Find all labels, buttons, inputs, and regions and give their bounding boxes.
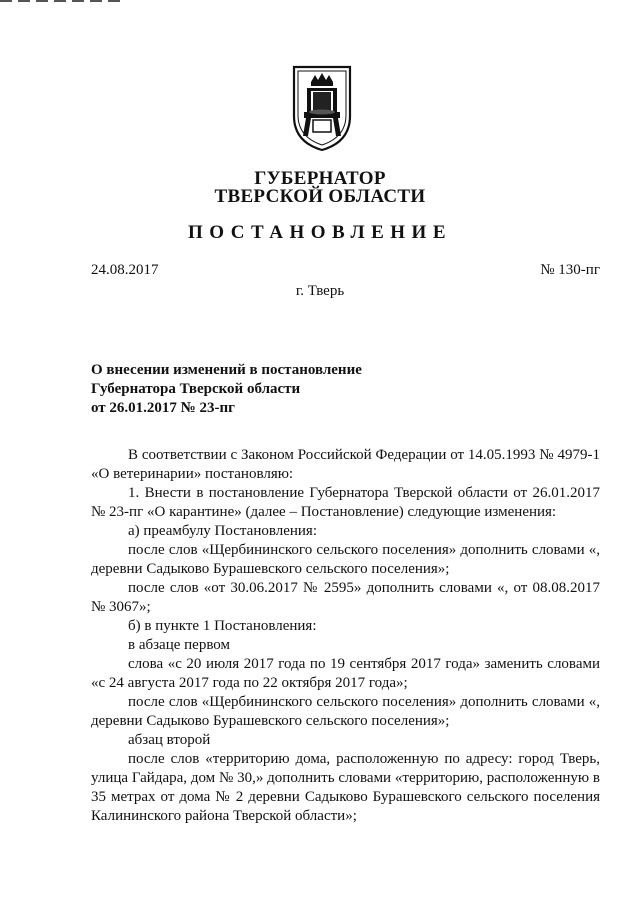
subject-line1: О внесении изменений в постановление [91, 362, 362, 378]
paragraph-first-abzac: в абзаце первом [128, 637, 231, 653]
paragraph-subitem-a: а) преамбулу Постановления: [128, 523, 317, 539]
subject-line2: Губернатора Тверской области [91, 381, 301, 397]
subject-line3: от 26.01.2017 № 23-пг [91, 400, 235, 416]
issuer-title-line2: ТВЕРСКОЙ ОБЛАСТИ [214, 186, 426, 207]
paragraph-second-abzac: абзац второй [128, 732, 211, 748]
document-number: № 130-пг [540, 262, 600, 278]
document-body [91, 446, 600, 826]
paragraph-item-1: 1. Внести в постановление Губернатора Тверской области от 26.01.2017 № 23-пг «О карантине» (далее – Постановление) следующие изменения: [91, 485, 600, 520]
paragraph-subitem-b: б) в пункте 1 Постановления: [128, 618, 317, 634]
paragraph-amendment-1: после слов «Щербининского сельского поселения» дополнить словами «, деревни Садыково Бурашевского сельского поселения»; [91, 542, 600, 577]
paragraph-preamble: В соответствии с Законом Российской Федерации от 14.05.1993 № 4979-1 «О ветеринарии» постановляю: [91, 447, 600, 482]
issue-city: г. Тверь [295, 283, 345, 299]
paragraph-amendment-3: слова «с 20 июля 2017 года по 19 сентября 2017 года» заменить словами «с 24 августа 2017 года по 22 октября 2017 года»; [91, 656, 600, 691]
paragraph-amendment-2: после слов «от 30.06.2017 № 2595» дополнить словами «, от 08.08.2017 № 3067»; [91, 580, 600, 615]
scan-edge-mark [0, 0, 120, 2]
document-date: 24.08.2017 [91, 262, 159, 278]
paragraph-amendment-4: после слов «Щербининского сельского поселения» дополнить словами «, деревни Садыково Бурашевского сельского поселения»; [91, 694, 600, 729]
issuer-title-line1: ГУБЕРНАТОР [254, 168, 386, 189]
document-subject [91, 361, 421, 418]
document-type-heading: ПОСТАНОВЛЕНИЕ [187, 222, 453, 243]
paragraph-amendment-5: после слов «территорию дома, расположенную по адресу: город Тверь, улица Гайдара, дом № 30,» дополнить словами «территорию, расположенную в 35 метрах от дома № 2 деревни Садыково Бурашевского сельского поселения Калининского района Тверской области»; [91, 751, 600, 824]
coat-of-arms-icon [291, 64, 353, 152]
